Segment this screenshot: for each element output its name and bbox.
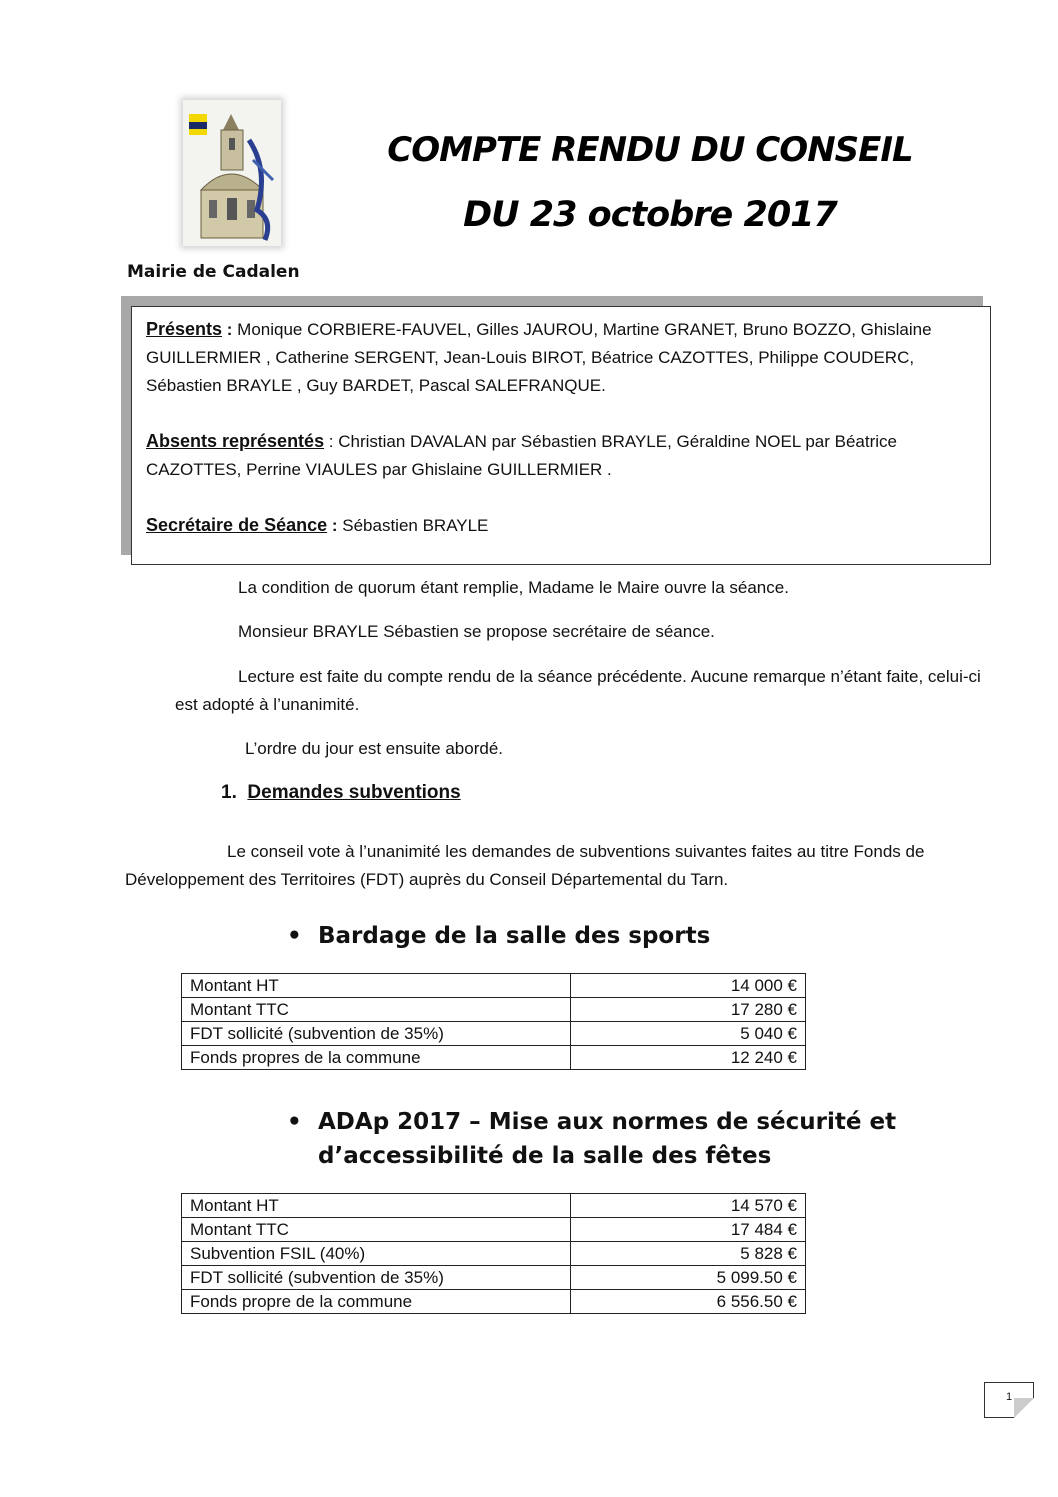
section1-intro-text: Le conseil vote à l’unanimité les demandes de subventions suivantes faites au titre Fonds de Développement des Territoires (FDT) auprès du Conseil Départemental du Tarn.: [125, 842, 925, 889]
table-cell-value: 5 828 €: [571, 1242, 806, 1266]
ordre-text: L’ordre du jour est ensuite abordé.: [245, 739, 504, 758]
table-cell-label: Montant TTC: [182, 1218, 571, 1242]
table-cell-value: 12 240 €: [571, 1046, 806, 1070]
table-cell-label: Montant TTC: [182, 998, 571, 1022]
secretaire-text: Sébastien BRAYLE: [337, 516, 489, 535]
page-fold-icon: [1014, 1398, 1034, 1418]
presents-colon: :: [222, 320, 233, 339]
page-number: 1: [1005, 1391, 1013, 1403]
document-title-line1: COMPTE RENDU DU CONSEIL: [387, 130, 913, 170]
table-cell-value: 14 570 €: [571, 1194, 806, 1218]
table-cell-value: 17 280 €: [571, 998, 806, 1022]
absents-label: Absents représentés: [146, 431, 325, 451]
project1-heading: [287, 919, 907, 953]
attendance-box: [131, 306, 991, 565]
table-cell-label: Subvention FSIL (40%): [182, 1242, 571, 1266]
table-cell-value: 5 040 €: [571, 1022, 806, 1046]
secretaire-paragraph: [146, 511, 976, 540]
table-row: [182, 1194, 806, 1218]
lecture-paragraph: [175, 663, 990, 719]
table-row: [182, 1266, 806, 1290]
ordre-paragraph: [175, 735, 990, 763]
project2-table: [181, 1193, 806, 1314]
bullet-icon: •: [287, 923, 302, 949]
secretaire-colon: :: [327, 516, 338, 535]
table-row: [182, 998, 806, 1022]
section1-heading: [221, 782, 461, 804]
table-cell-label: FDT sollicité (subvention de 35%): [182, 1022, 571, 1046]
project2-title: ADAp 2017 – Mise aux normes de sécurité et d’accessibilité de la salle des fêtes: [318, 1109, 897, 1169]
lecture-text: Lecture est faite du compte rendu de la séance précédente. Aucune remarque n’étant faite, celui-ci est adopté à l’unanimité.: [175, 667, 981, 714]
presents-paragraph: [146, 315, 976, 400]
table-cell-value: 17 484 €: [571, 1218, 806, 1242]
presents-text: Monique CORBIERE-FAUVEL, Gilles JAUROU, Martine GRANET, Bruno BOZZO, Ghislaine GUILLERMIER , Catherine SERGENT, Jean-Louis BIROT, Béatrice CAZOTTES, Philippe COUDERC, Sébastien BRAYLE , Guy BARDET, Pascal SALEFRANQUE.: [146, 320, 932, 395]
bullet-icon: •: [287, 1109, 302, 1135]
presents-label: Présents: [146, 319, 223, 339]
table-cell-label: Montant HT: [182, 1194, 571, 1218]
project2-heading: [287, 1105, 907, 1173]
absents-colon: :: [324, 432, 334, 451]
quorum-paragraph: [175, 574, 990, 602]
project1-title: Bardage de la salle des sports: [318, 923, 711, 949]
mairie-logo: [183, 100, 281, 246]
section1-number: 1.: [221, 782, 237, 803]
project1-table: [181, 973, 806, 1070]
table-cell-value: 5 099.50 €: [571, 1266, 806, 1290]
table-cell-label: Fonds propres de la commune: [182, 1046, 571, 1070]
secretaire-label: Secrétaire de Séance: [146, 515, 328, 535]
table-row: [182, 1290, 806, 1314]
table-row: [182, 1242, 806, 1266]
section1-title: Demandes subventions: [247, 782, 461, 803]
table-row: [182, 974, 806, 998]
table-row: [182, 1218, 806, 1242]
secretaire-proposal-text: Monsieur BRAYLE Sébastien se propose secrétaire de séance.: [238, 622, 715, 641]
table-row: [182, 1022, 806, 1046]
mairie-name: Mairie de Cadalen: [127, 262, 300, 282]
page-number-box: [984, 1382, 1034, 1418]
table-cell-value: 6 556.50 €: [571, 1290, 806, 1314]
table-row: [182, 1046, 806, 1070]
quorum-text: La condition de quorum étant remplie, Madame le Maire ouvre la séance.: [238, 578, 789, 597]
secretaire-proposal-paragraph: [175, 618, 990, 646]
absents-text: Christian DAVALAN par Sébastien BRAYLE, Géraldine NOEL par Béatrice CAZOTTES, Perrine VIAULES par Ghislaine GUILLERMIER .: [146, 432, 897, 479]
table-cell-label: Fonds propre de la commune: [182, 1290, 571, 1314]
document-title-line2: DU 23 octobre 2017: [463, 195, 837, 235]
section1-intro: [125, 838, 955, 894]
table-cell-value: 14 000 €: [571, 974, 806, 998]
absents-paragraph: [146, 427, 976, 484]
table-cell-label: Montant HT: [182, 974, 571, 998]
table-cell-label: FDT sollicité (subvention de 35%): [182, 1266, 571, 1290]
